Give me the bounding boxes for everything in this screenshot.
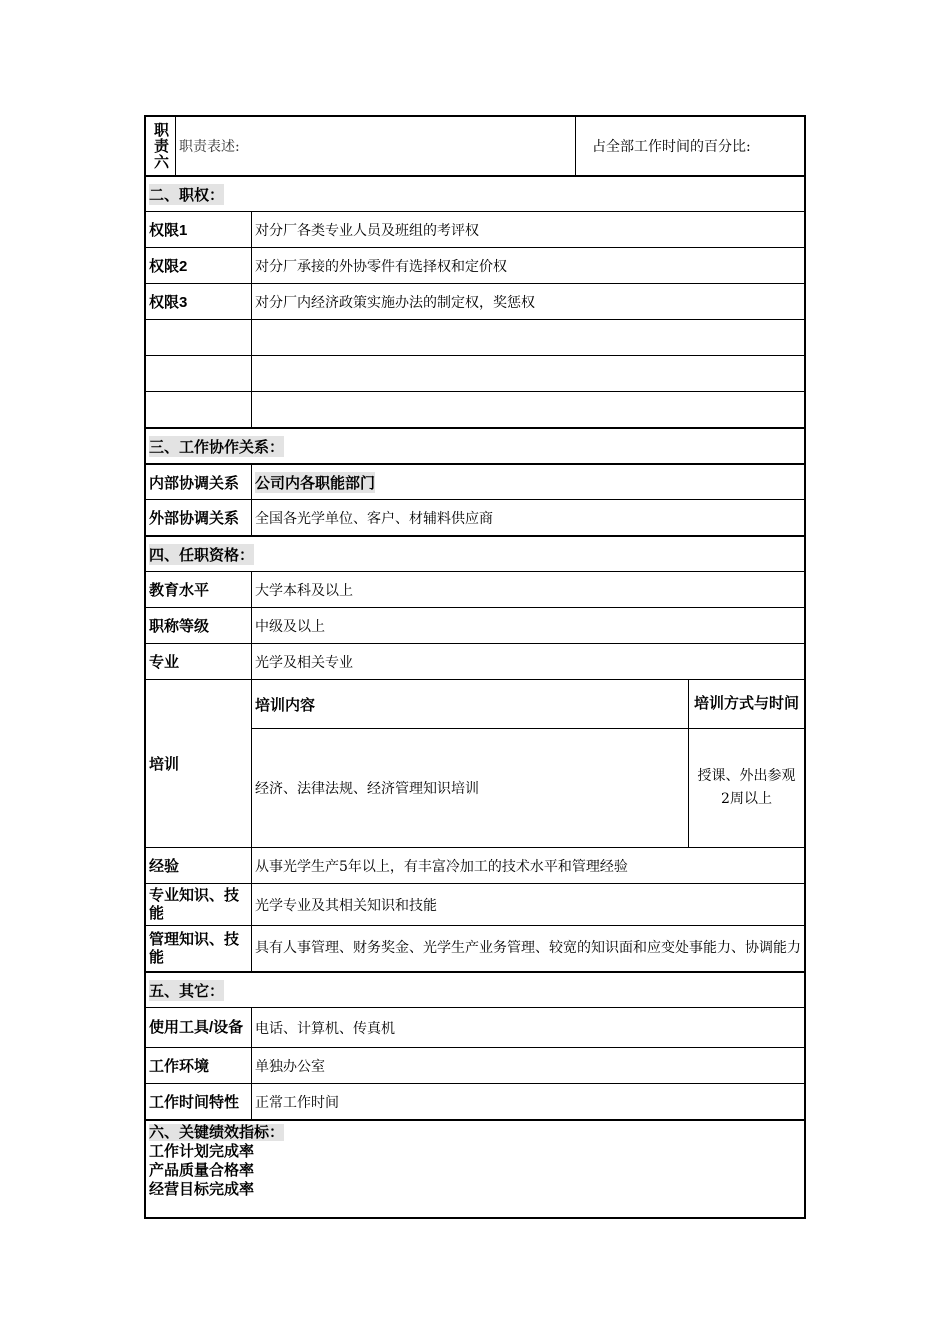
other-heading: 五、其它： [149,980,224,1001]
work-time-value: 正常工作时间 [255,1094,339,1111]
education-row [146,571,804,607]
empty-label-cell [146,392,252,427]
external-relation-label: 外部协调关系 [146,500,252,535]
experience-label: 经验 [146,848,252,883]
environment-label: 工作环境 [146,1048,252,1083]
kpi-section [146,1119,804,1217]
empty-row [146,355,804,391]
skill-row [146,883,804,925]
relations-heading-cell [146,429,287,463]
experience-value: 从事光学生产5年以上，有丰富冷加工的技术水平和管理经验 [255,858,628,875]
external-relation-value: 全国各光学单位、客户、材辅料供应商 [255,510,493,527]
empty-value-cell [252,392,804,427]
authority-heading: 二、职权： [149,184,224,205]
environment-row [146,1047,804,1083]
training-content-header: 培训内容 [252,680,689,728]
authority-value: 对分厂内经济政策实施办法的制定权，奖惩权 [255,294,535,311]
education-label: 教育水平 [146,572,252,607]
empty-row [146,391,804,427]
authority-heading-cell [146,177,227,211]
kpi-item: 经营目标完成率 [149,1181,255,1198]
skill-value: 光学专业及其相关知识和技能 [255,897,437,914]
tools-row [146,1007,804,1047]
tools-value: 电话、计算机、传真机 [255,1020,395,1037]
authority-label: 权限2 [146,248,252,283]
qualifications-section [146,535,804,571]
external-relation-row [146,499,804,535]
authority-label: 权限1 [146,212,252,247]
empty-value-cell [252,320,804,355]
authority-value: 对分厂各类专业人员及班组的考评权 [255,222,479,239]
empty-label-cell [146,320,252,355]
internal-relation-label: 内部协调关系 [146,465,252,499]
duty-label: 职责六 [152,122,169,170]
major-label: 专业 [146,644,252,679]
skill-label: 专业知识、技能 [146,884,252,925]
relations-heading: 三、工作协作关系： [149,436,284,457]
duty-label-cell [146,117,176,175]
authority-row [146,283,804,319]
major-value: 光学及相关专业 [255,654,353,671]
other-heading-cell [146,973,227,1007]
training-header-row [252,680,804,729]
other-section [146,971,804,1007]
training-grid [252,680,814,847]
authority-value: 对分厂承接的外协零件有选择权和定价权 [255,258,507,275]
relations-section [146,427,804,463]
empty-label-cell [146,356,252,391]
training-row [146,679,814,847]
training-method-header: 培训方式与时间 [693,695,799,712]
authority-row [146,247,804,283]
work-time-row [146,1083,804,1119]
training-label: 培训 [146,680,252,847]
authority-label: 权限3 [146,284,252,319]
title-row [146,607,804,643]
authority-section [146,175,804,211]
work-time-label: 工作时间特性 [146,1084,252,1119]
kpi-block [146,1121,287,1217]
internal-relation-value-cell [252,465,804,499]
kpi-item: 工作计划完成率 [149,1143,255,1160]
training-content: 经济、法律法规、经济管理知识培训 [252,729,689,847]
internal-relation-value: 公司内各职能部门 [255,472,375,493]
tools-label: 使用工具/设备 [146,1008,252,1047]
empty-row [146,319,804,355]
mgmt-label: 管理知识、技能 [146,926,252,971]
duty-description-label: 职责表述: [179,139,240,155]
title-value: 中级及以上 [255,618,325,635]
authority-row [146,211,804,247]
duty-description-cell [176,117,576,175]
environment-value: 单独办公室 [255,1058,325,1075]
empty-value-cell [252,356,804,391]
kpi-item: 产品质量合格率 [149,1162,255,1179]
duty-row [146,117,804,175]
duty-percent-label: 占全部工作时间的百分比: [592,139,751,155]
mgmt-row [146,925,804,971]
training-body-row [252,729,814,847]
mgmt-value: 具有人事管理、财务奖金、光学生产业务管理、较宽的知识面和应变处事能力、协调能力 [255,940,801,956]
internal-relation-row [146,463,804,499]
job-description-table [144,115,814,1219]
qualifications-heading: 四、任职资格： [149,544,254,565]
major-row [146,643,804,679]
experience-row [146,847,804,883]
duty-percent-cell [576,117,804,175]
qualifications-heading-cell [146,537,257,571]
kpi-heading: 六、关键绩效指标： [149,1124,285,1141]
education-value: 大学本科及以上 [255,582,353,599]
title-label: 职称等级 [146,608,252,643]
training-method: 授课、外出参观 2周以上 [697,768,814,807]
